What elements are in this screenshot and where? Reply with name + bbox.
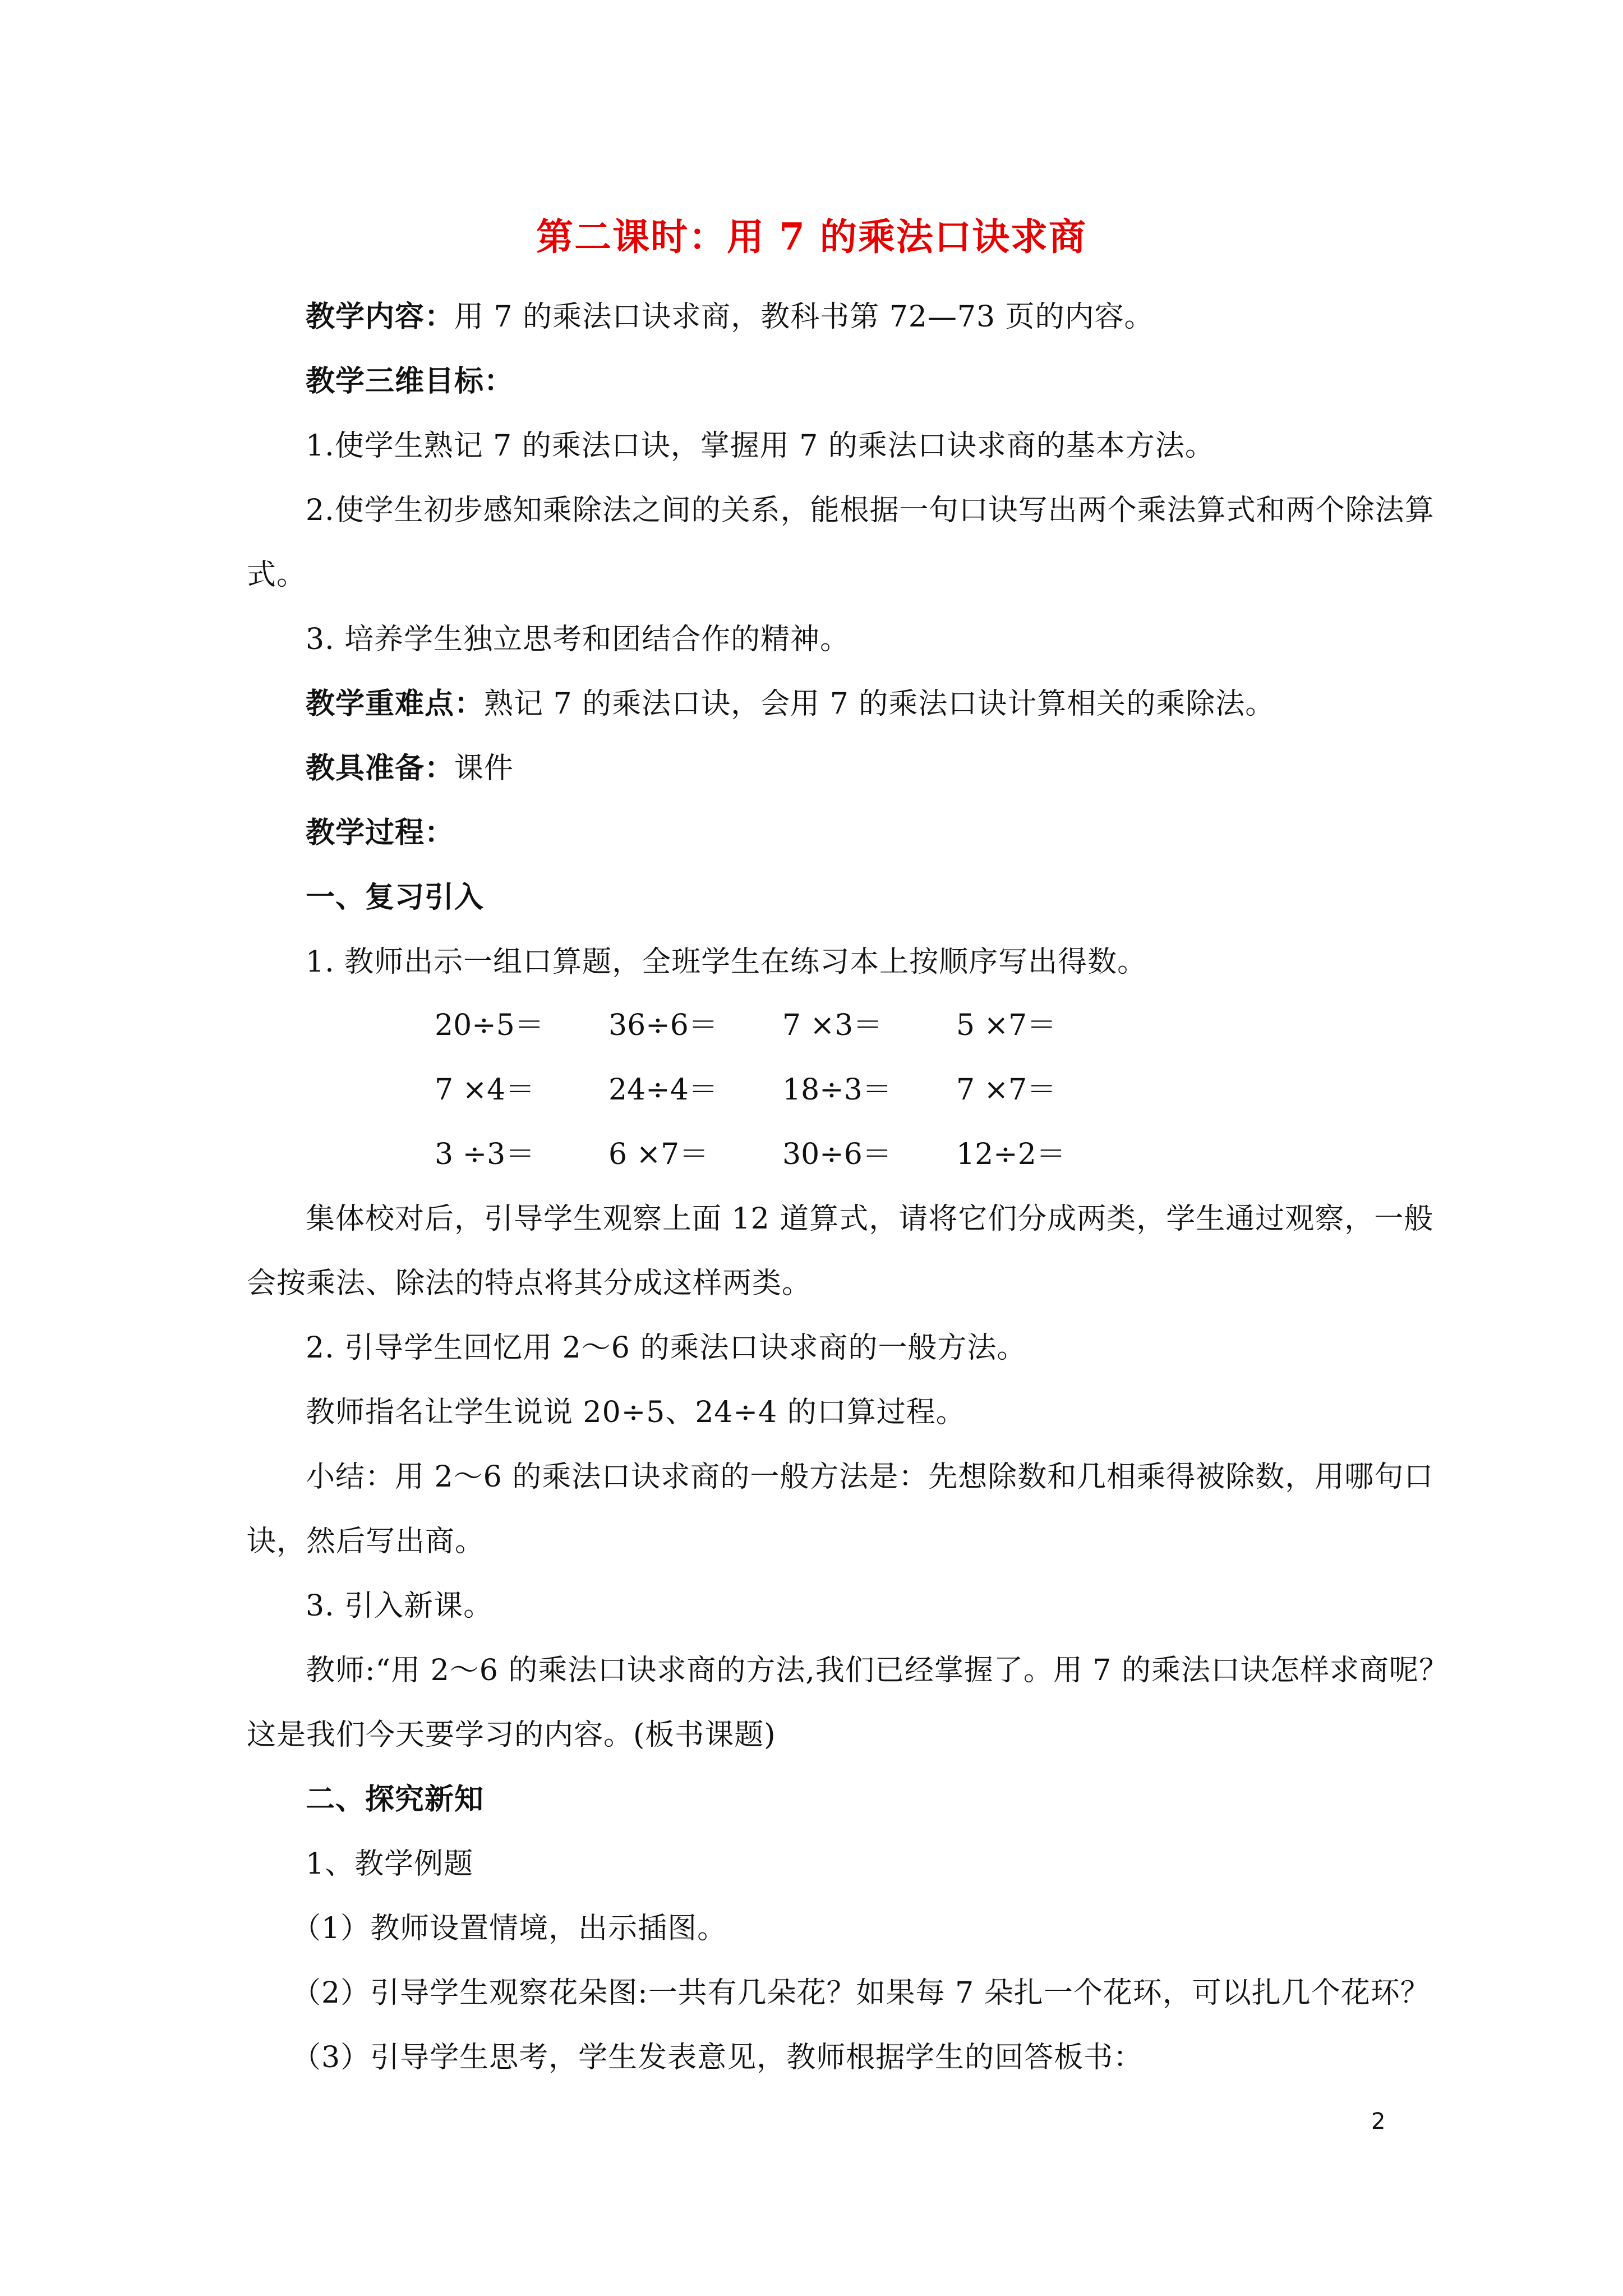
page-number: 2 (1371, 2109, 1386, 2134)
exercise-cell: 7 ×3＝ (782, 1009, 883, 1042)
key-points-label: 教学重难点： (306, 687, 485, 721)
goals-heading: 教学三维目标： (306, 364, 514, 398)
key-points-text: 熟记 7 的乘法口诀，会用 7 的乘法口诀计算相关的乘除法。 (484, 687, 1275, 721)
exercise-cell: 20÷5＝ (435, 1009, 544, 1042)
section-1-item-2: 2. 引导学生回忆用 2～6 的乘法口诀求商的一般方法。 (306, 1331, 1027, 1365)
page-title: 第二课时：用 7 的乘法口诀求商 (536, 215, 1087, 259)
goal-3: 3. 培养学生独立思考和团结合作的精神。 (306, 623, 850, 656)
teaching-content (306, 295, 1154, 339)
goal-2-line-1: 2.使学生初步感知乘除法之间的关系，能根据一句口诀写出两个乘法算式和两个除法算 (306, 494, 1435, 527)
exercise-cell: 18÷3＝ (782, 1073, 892, 1107)
exercise-cell: 12÷2＝ (956, 1138, 1066, 1171)
exercise-cell: 36÷6＝ (608, 1009, 718, 1042)
section-1-para-2-line-1: 集体校对后，引导学生观察上面 12 道算式，请将它们分成两类，学生通过观察，一般 (306, 1202, 1434, 1236)
key-points (306, 682, 1275, 726)
exercise-cell: 30÷6＝ (782, 1138, 892, 1171)
section-2-heading: 二、探究新知 (306, 1782, 485, 1816)
goal-1: 1.使学生熟记 7 的乘法口诀，掌握用 7 的乘法口诀求商的基本方法。 (306, 429, 1215, 463)
teacher-quote-line-2: 这是我们今天要学习的内容。(板书课题) (247, 1718, 776, 1752)
exercise-cell: 7 ×4＝ (435, 1073, 535, 1107)
exercise-cell: 7 ×7＝ (956, 1073, 1057, 1107)
exercise-cell: 3 ÷3＝ (435, 1138, 535, 1171)
section-1-para-2-line-2: 会按乘法、除法的特点将其分成这样两类。 (247, 1267, 812, 1300)
section-1-item-3: 3. 引入新课。 (306, 1589, 494, 1623)
section-2-step-1: （1）教师设置情境，出示插图。 (292, 1912, 727, 1945)
exercise-cell: 6 ×7＝ (608, 1138, 709, 1171)
goal-2-line-2: 式。 (247, 558, 307, 592)
teacher-quote-line-1: 教师:“用 2～6 的乘法口诀求商的方法,我们已经掌握了。用 7 的乘法口诀怎样求商呢？ (306, 1654, 1449, 1687)
teaching-content-label: 教学内容： (306, 300, 455, 334)
exercise-cell: 24÷4＝ (608, 1073, 718, 1107)
teaching-tools-label: 教具准备： (306, 751, 455, 785)
section-1-para-4: 教师指名让学生说说 20÷5、24÷4 的口算过程。 (306, 1396, 966, 1429)
teaching-tools-text: 课件 (454, 752, 514, 785)
section-1-item-1: 1. 教师出示一组口算题，全班学生在练习本上按顺序写出得数。 (306, 945, 1147, 979)
teaching-content-text: 用 7 的乘法口诀求商，教科书第 72—73 页的内容。 (454, 300, 1154, 334)
section-1-heading: 一、复习引入 (306, 880, 485, 914)
summary-line-1: 小结：用 2～6 的乘法口诀求商的一般方法是：先想除数和几相乘得被除数，用哪句口 (306, 1460, 1434, 1494)
process-heading: 教学过程： (306, 816, 455, 850)
section-2-item-1: 1、教学例题 (306, 1847, 474, 1881)
summary-line-2: 诀，然后写出商。 (247, 1525, 485, 1558)
section-2-step-2: （2）引导学生观察花朵图:一共有几朵花？如果每 7 朵扎一个花环，可以扎几个花环？ (292, 1976, 1430, 2010)
teaching-tools (306, 746, 514, 791)
section-2-step-3: （3）引导学生思考，学生发表意见，教师根据学生的回答板书： (292, 2041, 1144, 2074)
exercise-cell: 5 ×7＝ (956, 1009, 1057, 1042)
